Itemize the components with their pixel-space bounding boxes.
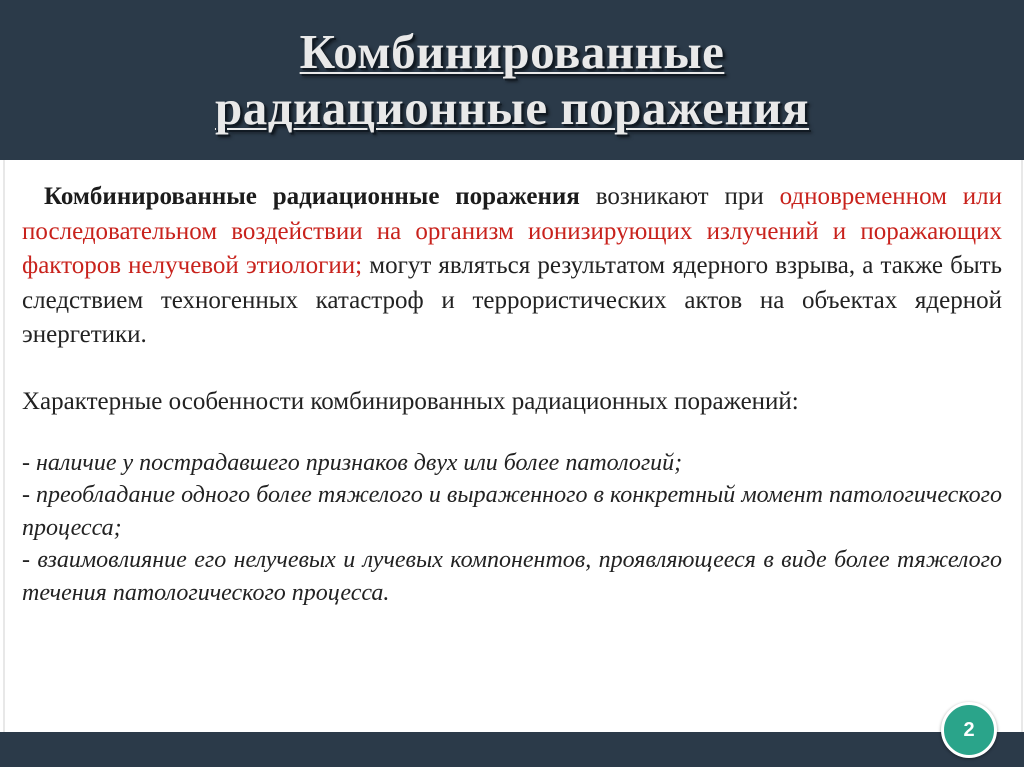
features-list-item: - преобладание одного более тяжелого и выраженного в конкретный момент патологического процесса; [22, 482, 1002, 541]
definition-term: Комбинированные радиационные поражения [44, 183, 580, 210]
definition-paragraph [22, 180, 1002, 353]
features-list [22, 447, 1002, 610]
definition-text-a: возникают при [579, 183, 780, 210]
definition-text-b: могут являться результатом ядерного взрыва, а также быть следствием техногенных катастроф и террористических актов на объектах ядерной энергетики. [22, 252, 1002, 348]
definition-highlight: одновременном или последовательном воздействии на организм ионизирующих излучений и поражающих факторов нелучевой этиологии; [22, 183, 1003, 279]
features-heading: Характерные особенности комбинированных радиационных поражений: [22, 387, 799, 415]
page-number-badge: 2 [941, 702, 997, 758]
slide-content [22, 180, 1002, 609]
slide-title-line-2: радиационные поражения [214, 80, 810, 135]
slide-title [0, 24, 1024, 136]
features-list-item: - взаимовлияние его нелучевых и лучевых компонентов, проявляющееся в виде более тяжелого течения патологического процесса. [22, 547, 1002, 606]
slide-footer [0, 732, 1024, 767]
slide-title-line-1: Комбинированные [299, 24, 725, 79]
features-list-item: - наличие у пострадавшего признаков двух или более патологий; [22, 449, 683, 476]
